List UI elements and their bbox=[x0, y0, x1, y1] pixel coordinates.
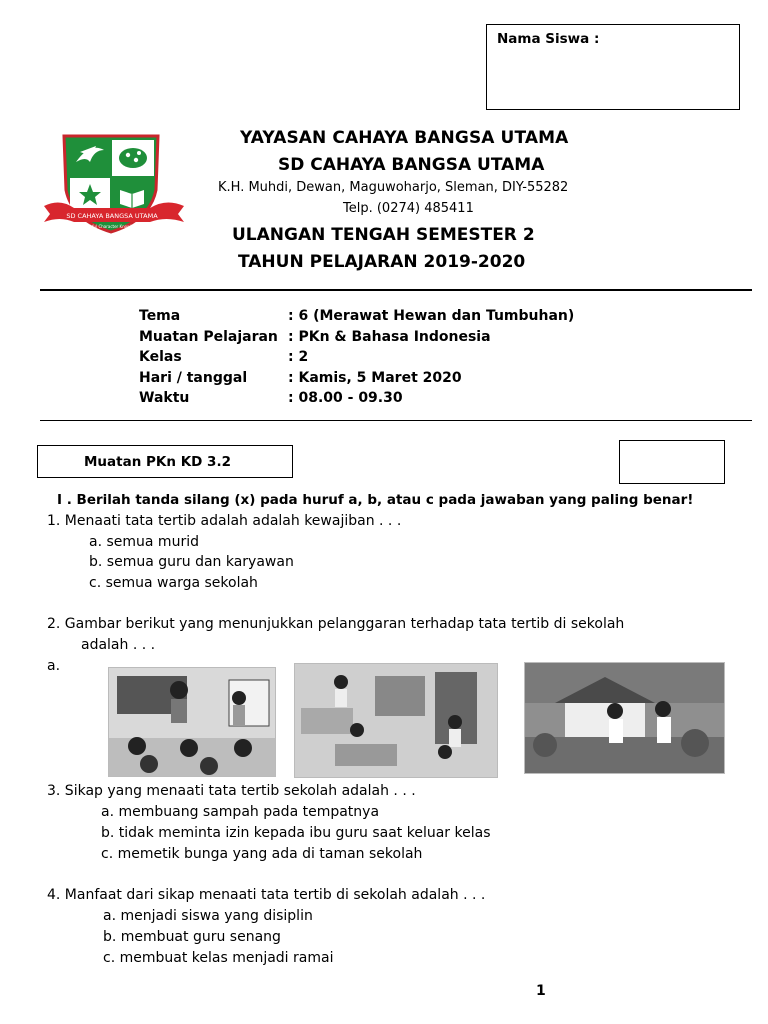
q4-option-b[interactable]: b. membuat guru senang bbox=[103, 929, 281, 945]
question-1-text: 1. Menaati tata tertib adalah adalah kewajiban . . . bbox=[47, 513, 402, 529]
info-key: Tema bbox=[139, 308, 181, 324]
school-phone: Telp. (0274) 485411 bbox=[343, 201, 474, 216]
info-value: : 08.00 - 09.30 bbox=[288, 390, 403, 406]
info-key: Waktu bbox=[139, 390, 190, 406]
score-box[interactable] bbox=[619, 440, 725, 484]
info-value: : 6 (Merawat Hewan dan Tumbuhan) bbox=[288, 308, 575, 324]
info-value: : Kamis, 5 Maret 2020 bbox=[288, 369, 462, 386]
info-row bbox=[139, 347, 574, 368]
q2-option-a-label[interactable]: a. bbox=[47, 658, 61, 674]
question-2-text: 2. Gambar berikut yang menunjukkan pelanggaran terhadap tata tertib di sekolah bbox=[47, 616, 625, 632]
q2-image-garden[interactable] bbox=[524, 662, 725, 774]
info-row bbox=[139, 327, 574, 348]
info-value: : PKn & Bahasa Indonesia bbox=[288, 328, 491, 345]
q2-image-cleaning[interactable] bbox=[294, 663, 498, 778]
info-key: Kelas bbox=[139, 349, 182, 365]
info-key: Muatan Pelajaran bbox=[139, 328, 278, 345]
q2-image-classroom[interactable] bbox=[108, 667, 276, 777]
student-name-label: Nama Siswa : bbox=[497, 31, 600, 47]
page-number: 1 bbox=[536, 983, 546, 999]
section-title: Muatan PKn KD 3.2 bbox=[84, 454, 231, 470]
info-key: Hari / tanggal bbox=[139, 369, 248, 386]
q1-option-a[interactable]: a. semua murid bbox=[89, 534, 199, 550]
classroom-illustration-icon bbox=[109, 668, 275, 776]
garden-illustration-icon bbox=[525, 663, 724, 773]
q4-option-c[interactable]: c. membuat kelas menjadi ramai bbox=[103, 950, 334, 966]
academic-year: TAHUN PELAJARAN 2019-2020 bbox=[238, 252, 526, 272]
info-row bbox=[139, 388, 574, 409]
question-2-text-cont: adalah . . . bbox=[81, 637, 156, 653]
q1-option-c[interactable]: c. semua warga sekolah bbox=[89, 575, 258, 591]
exam-info bbox=[139, 306, 574, 409]
school-name: SD CAHAYA BANGSA UTAMA bbox=[278, 155, 545, 175]
info-row bbox=[139, 368, 574, 389]
school-logo-icon bbox=[40, 128, 188, 236]
q3-option-c[interactable]: c. memetik bunga yang ada di taman sekolah bbox=[101, 846, 423, 862]
q3-option-a[interactable]: a. membuang sampah pada tempatnya bbox=[101, 804, 380, 820]
exam-title: ULANGAN TENGAH SEMESTER 2 bbox=[232, 225, 535, 245]
question-3-text: 3. Sikap yang menaati tata tertib sekolah adalah . . . bbox=[47, 783, 416, 799]
logo-motto-text: Faithful Character Knowledge bbox=[82, 224, 142, 229]
header-divider bbox=[40, 289, 752, 291]
info-divider bbox=[40, 420, 752, 421]
info-value: : 2 bbox=[288, 349, 309, 365]
foundation-name: YAYASAN CAHAYA BANGSA UTAMA bbox=[240, 128, 569, 148]
q3-option-b[interactable]: b. tidak meminta izin kepada ibu guru saat keluar kelas bbox=[101, 825, 491, 841]
school-address: K.H. Muhdi, Dewan, Maguwoharjo, Sleman, DIY-55282 bbox=[218, 180, 569, 195]
instruction-text: I . Berilah tanda silang (x) pada huruf a, b, atau c pada jawaban yang paling benar! bbox=[57, 492, 694, 508]
q1-option-b[interactable]: b. semua guru dan karyawan bbox=[89, 554, 294, 570]
cleaning-illustration-icon bbox=[295, 664, 497, 777]
logo-ribbon-text: SD CAHAYA BANGSA UTAMA bbox=[66, 212, 158, 220]
info-row bbox=[139, 306, 574, 327]
question-4-text: 4. Manfaat dari sikap menaati tata tertib di sekolah adalah . . . bbox=[47, 887, 486, 903]
q4-option-a[interactable]: a. menjadi siswa yang disiplin bbox=[103, 908, 313, 924]
